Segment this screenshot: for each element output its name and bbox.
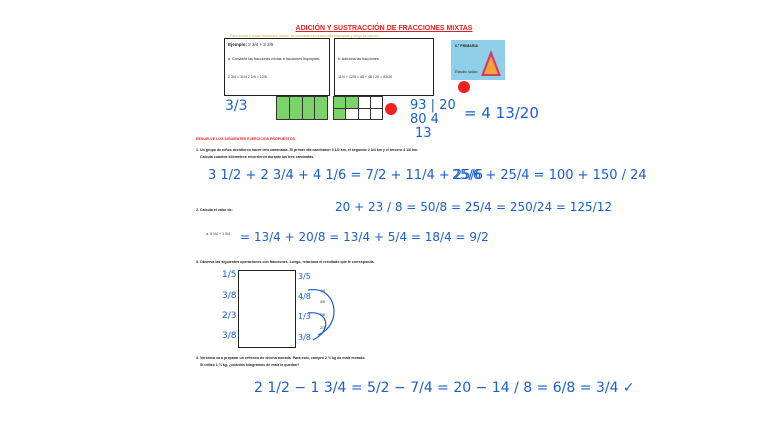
match-left-3: 2/3 bbox=[222, 311, 237, 321]
example-expr: 2 3/4 + 2 2/5 bbox=[248, 42, 274, 47]
option-4: 2/3 bbox=[320, 326, 325, 330]
hand-9: 20 + 23 / 8 = 50/8 = 25/4 bbox=[335, 200, 492, 214]
step-a-text: a. Convierte las fracciones mixtas a fracciones impropias. bbox=[228, 57, 320, 61]
question-1: 1. Un grupo de niños decidieron hacer tres caminatas. El primer día caminaron 3 1/2 km, el segundo 2 3/4 km y el tercero 4 1/6 km. bbox=[196, 148, 419, 152]
fraction-grid-1 bbox=[276, 96, 328, 120]
hand-3: 80 4 bbox=[410, 112, 439, 127]
red-dot-1 bbox=[385, 103, 397, 115]
pyramid-icon bbox=[481, 50, 501, 78]
panel-label: 6.º PRIMARIA bbox=[455, 44, 479, 48]
match-right-2: 4/8 bbox=[298, 292, 311, 301]
page-title: ADICIÓN Y SUSTRACCIÓN DE FRACCIONES MIXTAS bbox=[295, 25, 473, 32]
hand-5: = 4 13/20 bbox=[464, 104, 539, 122]
fraction-grid-2 bbox=[333, 96, 383, 120]
match-left-1: 1/5 bbox=[222, 270, 237, 280]
subtitle: Para sumar o restar fracciones mixtas, se convierten en fracciones impropias y luego se operan. bbox=[230, 34, 380, 38]
option-2: 4/5 bbox=[320, 300, 325, 304]
question-2-expr: a. 3 1/4 + 1 3/4 bbox=[206, 232, 231, 236]
match-right-4: 3/8 bbox=[298, 333, 311, 342]
hand-2: 93 | 20 bbox=[410, 98, 456, 113]
step-b-math: 11/4 + 12/5 = 45 + 48 / 20 = 93/20 bbox=[338, 75, 393, 79]
hand-1: 3/3 bbox=[225, 98, 248, 114]
option-3: 7/8 bbox=[320, 313, 325, 317]
match-right-1: 3/5 bbox=[298, 272, 311, 281]
matching-table bbox=[238, 270, 296, 348]
step-b-text: b. Adiciona las fracciones. bbox=[338, 57, 380, 61]
question-4: 4. Verónica va a preparar un refresco de chicha morada. Para esto, compró 2 ½ kg de maíz morado. bbox=[196, 356, 366, 360]
hand-8: = 250/24 = 125/12 bbox=[496, 200, 612, 214]
red-dot-2 bbox=[458, 81, 470, 93]
question-3: 3. Observa las siguientes operaciones con fracciones. Luego, relaciona el resultado que le corresponda. bbox=[196, 260, 375, 264]
hand-4: 13 bbox=[415, 126, 432, 141]
question-1b: Calcula cuántos kilómetros recorrieron durante las tres caminatas. bbox=[200, 155, 315, 159]
hand-11: 2 1/2 − 1 3/4 = 5/2 − 7/4 = 20 − 14 / 8 = 6/8 = 3/4 ✓ bbox=[254, 380, 635, 396]
example-label: Ejemplo: bbox=[228, 42, 248, 47]
option-1: 4/8 bbox=[320, 289, 325, 293]
match-left-2: 3/8 bbox=[222, 291, 237, 301]
example-box-left bbox=[224, 38, 330, 96]
section-instruction: RESUELVE LOS SIGUIENTES EJERCICIOS PROPUESTOS. bbox=[196, 137, 296, 141]
match-left-4: 3/8 bbox=[222, 331, 237, 341]
match-curves bbox=[308, 285, 348, 345]
panel-sub: Estudio lúdico bbox=[455, 70, 478, 74]
grade-panel bbox=[451, 40, 505, 80]
question-4b: Si utilizó 1 ¾ kg, ¿cuántos kilogramos de maíz le quedan? bbox=[200, 363, 300, 367]
step-a-math: 2 3/4 = 11/4 2 2/5 = 12/5 bbox=[228, 75, 267, 79]
match-right-3: 1/3 bbox=[298, 312, 311, 321]
hand-7: 25/6 + 25/4 = 100 + 150 / 24 bbox=[452, 168, 647, 183]
question-2: 2. Calcula el valor de: bbox=[196, 208, 233, 212]
hand-10: = 13/4 + 20/8 = 13/4 + 5/4 = 18/4 = 9/2 bbox=[240, 230, 489, 244]
example-box-right bbox=[334, 38, 434, 96]
hand-6: 3 1/2 + 2 3/4 + 4 1/6 = 7/2 + 11/4 + 25/6 bbox=[208, 168, 484, 183]
